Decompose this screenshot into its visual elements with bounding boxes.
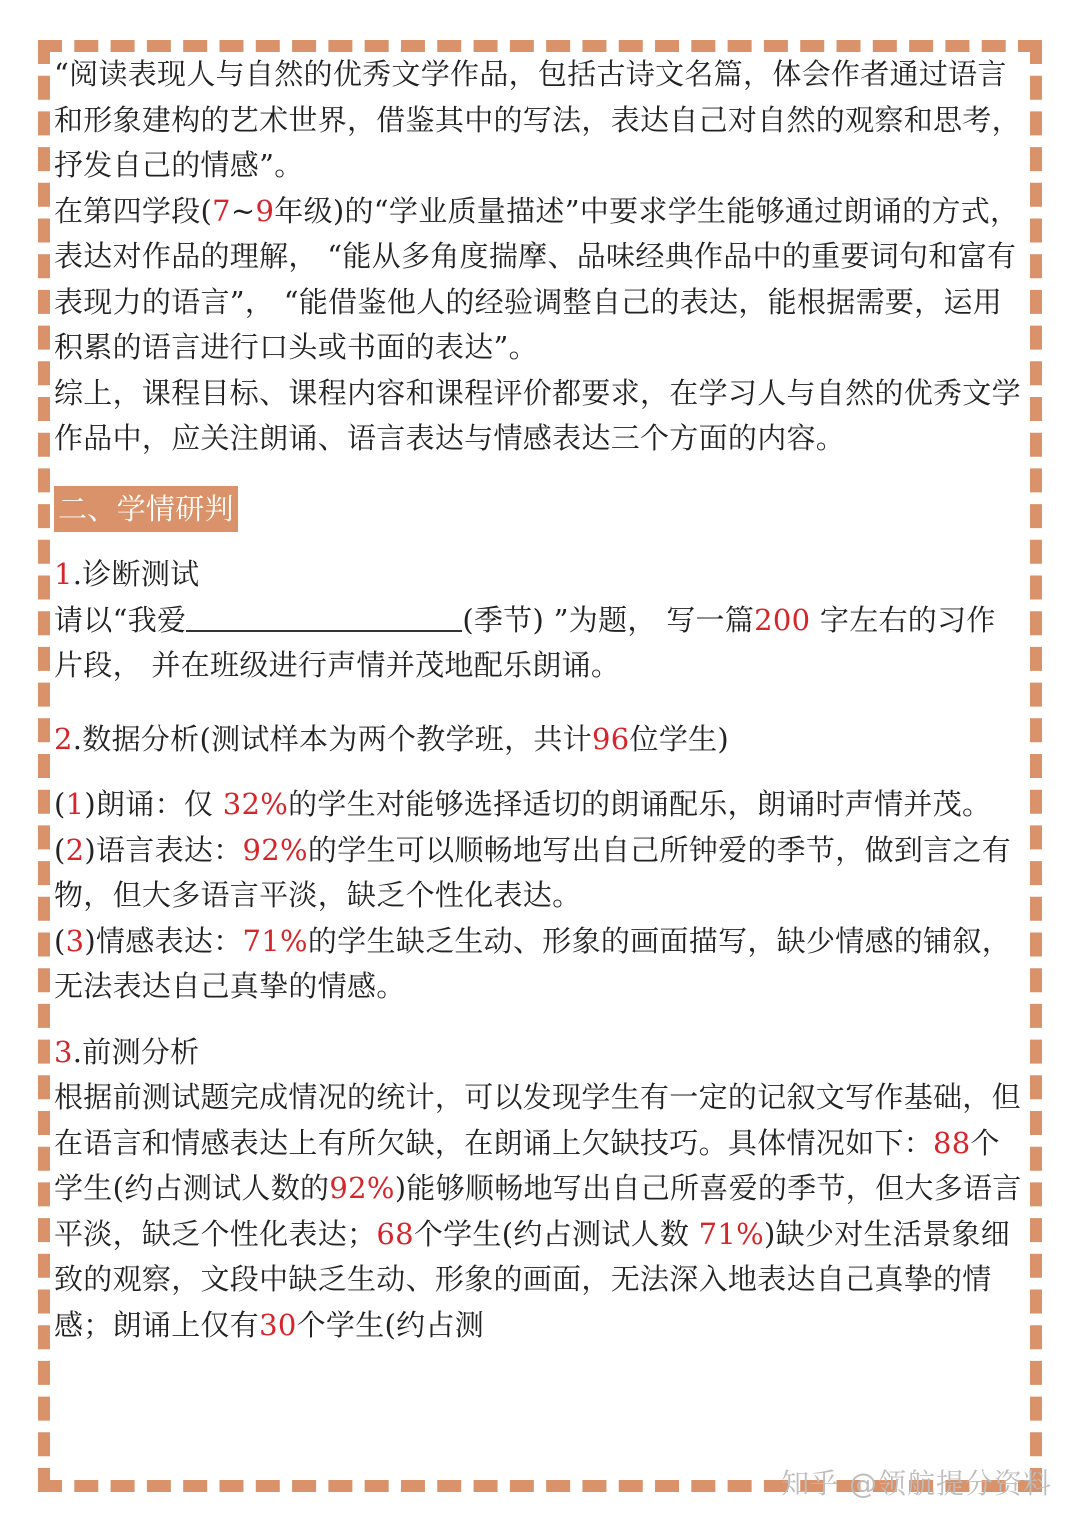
data-point-1: (1)朗诵：仅 32%的学生对能够选择适切的朗诵配乐，朗诵时声情并茂。 [54,787,992,821]
item3-text: 根据前测试题完成情况的统计，可以发现学生有一定的记叙文写作基础，但在语言和情感表达上有所欠缺，在朗诵上欠缺技巧。具体情况如下：88个学生(约占测试人数的92%)能够顺畅地写出自己所喜爱的季节，但大多语言平淡，缺乏个性化表达；68个学生(约占测试人数 71%)缺少对生活景象细致的观察，文段中缺乏生动、形象的画面，无法深入地表达自己真挚的情感；朗诵上仅有30个学生(约占测 [54,1080,1022,1342]
intro-quote: “阅读表现人与自然的优秀文学作品，包括古诗文名篇，体会作者通过语言和形象建构的艺术世界，借鉴其中的写法，表达自己对自然的观察和思考，抒发自己的情感”。 [54,57,1021,182]
fill-in-blank [186,600,462,632]
data-point-2: (2)语言表达：92%的学生可以顺畅地写出自己所钟爱的季节，做到言之有物，但大多语言平淡，缺乏个性化表达。 [54,832,1012,912]
item3-title: 3.前测分析 [54,1034,200,1069]
data-point-3: (3)情感表达：71%的学生缺乏生动、形象的画面描写，缺少情感的铺叙，无法表达自己真挚的情感。 [54,923,1012,1003]
item1-title: 1.诊断测试 [54,557,200,591]
intro-stage-paragraph: 在第四学段(7~9年级)的“学业质量描述”中要求学生能够通过朗诵的方式，表达对作品的理解， “能从多角度揣摩、品味经典作品中的重要词句和富有表现力的语言”， “能借鉴他人的经验调整自己的表达，能根据需要，运用积累的语言进行口头或书面的表达”。 [54,193,1020,364]
intro-summary: 综上，课程目标、课程内容和课程评价都要求，在学习人与自然的优秀文学作品中，应关注朗诵、语言表达与情感表达三个方面的内容。 [54,375,1021,455]
item1-text: 请以“我爱 (季节) ”为题， 写一篇200 字左右的习作片段， 并在班级进行声情并茂地配乐朗诵。 [54,598,1022,689]
document-body [54,52,1022,1348]
item2-title: 2.数据分析(测试样本为两个教学班，共计96位学生) [54,721,730,756]
section-heading: 二、学情研判 [54,486,238,532]
watermark: 知乎 @领航提分资料 [781,1467,1052,1500]
